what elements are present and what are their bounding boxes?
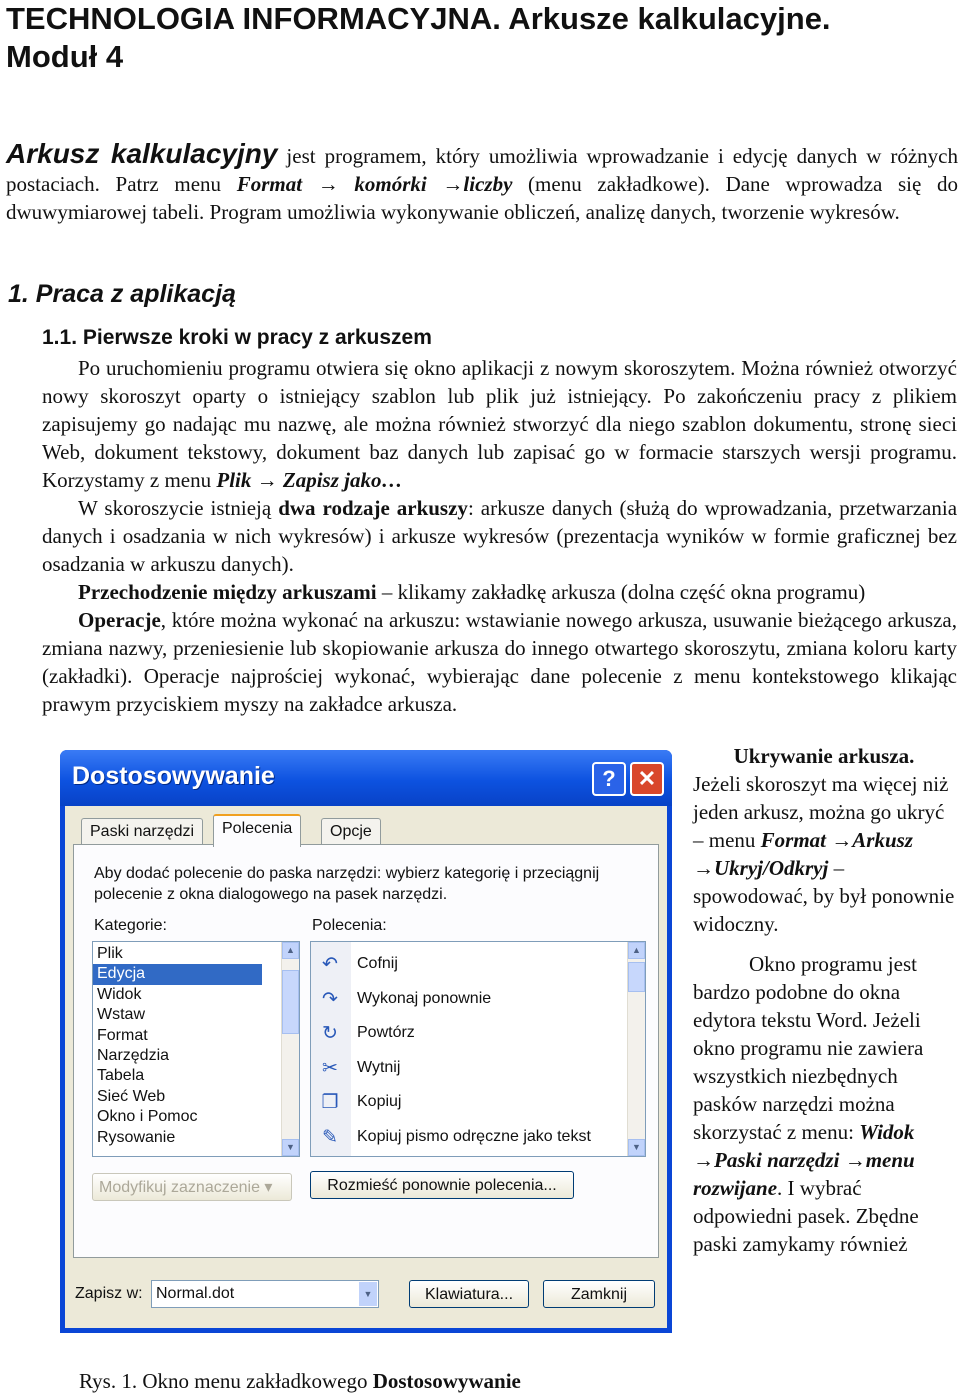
ink-copy-icon: ✎ — [322, 1126, 338, 1148]
scroll-thumb[interactable] — [282, 970, 299, 1034]
command-label: Powtórz — [357, 1024, 415, 1041]
keyboard-button[interactable]: Klawiatura... — [409, 1280, 529, 1308]
menu-format: Format — [760, 828, 827, 852]
category-item[interactable]: Format — [97, 1026, 148, 1044]
category-item[interactable]: Narzędzia — [97, 1046, 170, 1064]
undo-icon: ↶ — [322, 954, 338, 975]
menu-arkusz: Arkusz — [852, 828, 913, 852]
menu-zapisz-jako: Zapisz jako… — [282, 468, 403, 492]
intro-text-2: (menu zakładkowe). Dane wprowadza się do dwuwymiarowej tabeli. Program umożliwia wykonywanie obliczeń, analizę danych, tworzenie wykresów. — [6, 172, 958, 224]
menu-paski-narzedzi: Paski narzędzi — [714, 1148, 840, 1172]
tab-toolbars[interactable]: Paski narzędzi — [81, 818, 203, 845]
save-in-label: Zapisz w: — [75, 1285, 143, 1302]
save-in-select[interactable] — [151, 1280, 379, 1308]
command-item[interactable] — [311, 1086, 611, 1120]
category-item[interactable]: Plik — [97, 945, 123, 962]
categories-label: Kategorie: — [94, 917, 167, 934]
arrow: → — [693, 1148, 714, 1172]
arrow: → — [693, 856, 714, 880]
section-heading-1-1: 1.1. Pierwsze kroki w pracy z arkuszem — [42, 326, 432, 349]
commands-label: Polecenia: — [312, 917, 387, 934]
categories-list[interactable] — [92, 941, 300, 1157]
sidebar-heading — [693, 742, 955, 770]
redo-icon: ↷ — [322, 988, 338, 1010]
tab-commands[interactable]: Polecenia — [213, 814, 301, 847]
customize-dialog — [60, 750, 672, 1333]
category-item[interactable]: Wstaw — [97, 1006, 145, 1024]
scissors-icon: ✂ — [322, 1057, 338, 1079]
sidebar-paragraph-1 — [693, 770, 955, 938]
paragraph-text: W skoroszycie istnieją — [78, 496, 279, 520]
repeat-icon: ↻ — [322, 1023, 338, 1044]
scroll-thumb[interactable] — [628, 962, 645, 992]
title-line-1: TECHNOLOGIA INFORMACYJNA. Arkusze kalkulacyjne. — [6, 1, 831, 36]
close-icon[interactable]: ✕ — [630, 762, 664, 796]
command-item[interactable] — [311, 983, 611, 1017]
sidebar-paragraph-2 — [693, 950, 955, 1258]
bold-term: Przechodzenie między arkuszami — [78, 580, 377, 604]
modify-selection-button[interactable]: Modyfikuj zaznaczenie ▾ — [92, 1173, 292, 1201]
arrow: → — [426, 172, 464, 196]
category-item[interactable]: Okno i Pomoc — [97, 1108, 198, 1126]
command-label: Cofnij — [357, 955, 398, 972]
category-item[interactable]: Widok — [97, 985, 142, 1003]
paragraph-first-steps — [42, 354, 957, 494]
paragraph-text: – klikamy zakładkę arkusza (dolna część okna programu) — [376, 580, 866, 604]
paragraph-switching-sheets — [42, 578, 957, 606]
dialog-titlebar — [60, 750, 672, 806]
caption-text: Rys. 1. Okno menu zakładkowego — [79, 1369, 373, 1393]
page-title — [6, 0, 831, 76]
body-text — [42, 354, 957, 718]
chevron-down-icon: ▼ — [359, 1282, 377, 1306]
paragraph-sheet-types — [42, 494, 957, 578]
arrow: → — [302, 172, 355, 196]
intro-text-1: jest programem, który umożliwia wprowadzanie i edycję danych w różnych postaciach. Patrz menu — [6, 144, 958, 196]
menu-plik: Plik — [216, 468, 252, 492]
paragraph-text: Okno programu jest bardzo podobne do okna edytora tekstu Word. Jeżeli okno programu nie zawiera wszystkich niezbędnych pasków narzędzi można skorzystać z menu: — [693, 952, 924, 1144]
paragraph-text: – spowodować, by był ponownie widoczny. — [693, 856, 955, 936]
modify-selection-label: Modyfikuj zaznaczenie — [99, 1179, 260, 1196]
scroll-down-icon[interactable]: ▼ — [282, 1139, 299, 1156]
command-label: Kopiuj pismo odręczne jako tekst — [357, 1127, 591, 1145]
command-item[interactable] — [311, 1052, 611, 1086]
command-item[interactable] — [311, 948, 611, 982]
command-item[interactable] — [311, 1121, 611, 1155]
scroll-down-icon[interactable]: ▼ — [628, 1139, 645, 1156]
commands-scrollbar[interactable] — [627, 942, 645, 1156]
menu-ukryj-odkryj: Ukryj/Odkryj — [714, 856, 829, 880]
categories-items — [93, 942, 299, 1148]
command-item[interactable] — [311, 1017, 611, 1051]
rearrange-commands-button[interactable]: Rozmieść ponownie polecenia... — [310, 1171, 574, 1199]
menu-format: Format — [236, 172, 303, 196]
categories-scrollbar[interactable] — [281, 942, 299, 1156]
caption-bold: Dostosowywanie — [372, 1369, 521, 1393]
category-item[interactable]: Tabela — [97, 1067, 145, 1085]
command-label: Wytnij — [357, 1058, 401, 1076]
sidebar-heading-text: Ukrywanie arkusza. — [733, 744, 915, 768]
close-button[interactable]: Zamknij — [543, 1280, 655, 1308]
category-item[interactable]: Sieć Web — [97, 1087, 166, 1105]
scroll-up-icon[interactable]: ▲ — [282, 942, 299, 959]
paragraph-text: Jeżeli skoroszyt ma więcej niż jeden arkusz, można go ukryć – menu — [693, 772, 949, 852]
dialog-title: Dostosowywanie — [72, 762, 275, 790]
intro-paragraph — [6, 140, 958, 226]
paragraph-text: Po uruchomieniu programu otwiera się okno aplikacji z nowym skoroszytem. Można również otworzyć nowy skoroszyt oparty o istniejący szablon lub plik już istniejący. Po zakończeniu pracy z plikiem zapisujemy go nadając mu nazwę, ale można również stworzyć dla niego szablon dokumentu, stronę sieci Web, dokument tekstowy, dokument baz danych lub zapisać go w formacie starszych wersji programu. Korzystamy z menu — [42, 356, 957, 492]
category-item[interactable]: Edycja — [93, 964, 262, 984]
bold-term: Operacje — [78, 608, 161, 632]
bold-term: dwa rodzaje arkuszy — [278, 496, 468, 520]
menu-widok: Widok — [859, 1120, 915, 1144]
paragraph-text: : arkusze danych (służą do wprowadzania, przetwarzania danych i osadzania w nich wykresów) i arkusze wykresów (prezentacja wyników w formie graficznej bez osadzania w arkuszu danych). — [42, 496, 958, 576]
copy-icon: ❐ — [321, 1092, 339, 1113]
command-label: Kopiuj — [357, 1093, 402, 1110]
tab-options[interactable]: Opcje — [321, 818, 381, 845]
arrow: → — [839, 1148, 866, 1172]
figure-caption — [79, 1369, 521, 1394]
help-icon[interactable]: ? — [592, 762, 626, 796]
category-item[interactable]: Rysowanie — [97, 1128, 176, 1146]
intro-lead-term: Arkusz kalkulacyjny — [6, 138, 278, 169]
save-in-value: Normal.dot — [156, 1285, 235, 1302]
paragraph-operations — [42, 606, 957, 718]
paragraph-text: . I wybrać odpowiedni pasek. Zbędne paski zamykamy również — [693, 1176, 919, 1256]
menu-rozwijane: menu rozwijane — [693, 1148, 915, 1200]
menu-liczby: liczby — [463, 172, 513, 196]
arrow: → — [251, 468, 283, 492]
title-line-2: Moduł 4 — [6, 39, 124, 74]
dialog-body — [65, 806, 667, 1328]
command-label: Wykonaj ponownie — [357, 989, 492, 1007]
menu-komorki: komórki — [354, 172, 427, 196]
section-heading-1: 1. Praca z aplikacją — [8, 280, 236, 308]
paragraph-text: , które można wykonać na arkuszu: wstawianie nowego arkusza, usuwanie bieżącego arkusza, zmiana nazwy, przeniesienie lub skopiowanie arkusza do innego otwartego skoroszytu, zmiana koloru karty (zakładki). Operacje najprościej wykonać, wybierając dane polecenie z menu kontekstowego klikając prawym przyciskiem myszy na zakładce arkusza. — [42, 608, 957, 716]
commands-panel — [73, 844, 659, 1258]
commands-list[interactable] — [310, 941, 646, 1157]
arrow: → — [826, 828, 853, 852]
instruction-text: Aby dodać polecenie do paska narzędzi: wybierz kategorię i przeciągnij polecenie z okna dialogowego na pasek narzędzi. — [94, 865, 600, 903]
scroll-up-icon[interactable]: ▲ — [628, 942, 645, 959]
sidebar-text — [693, 742, 955, 1258]
